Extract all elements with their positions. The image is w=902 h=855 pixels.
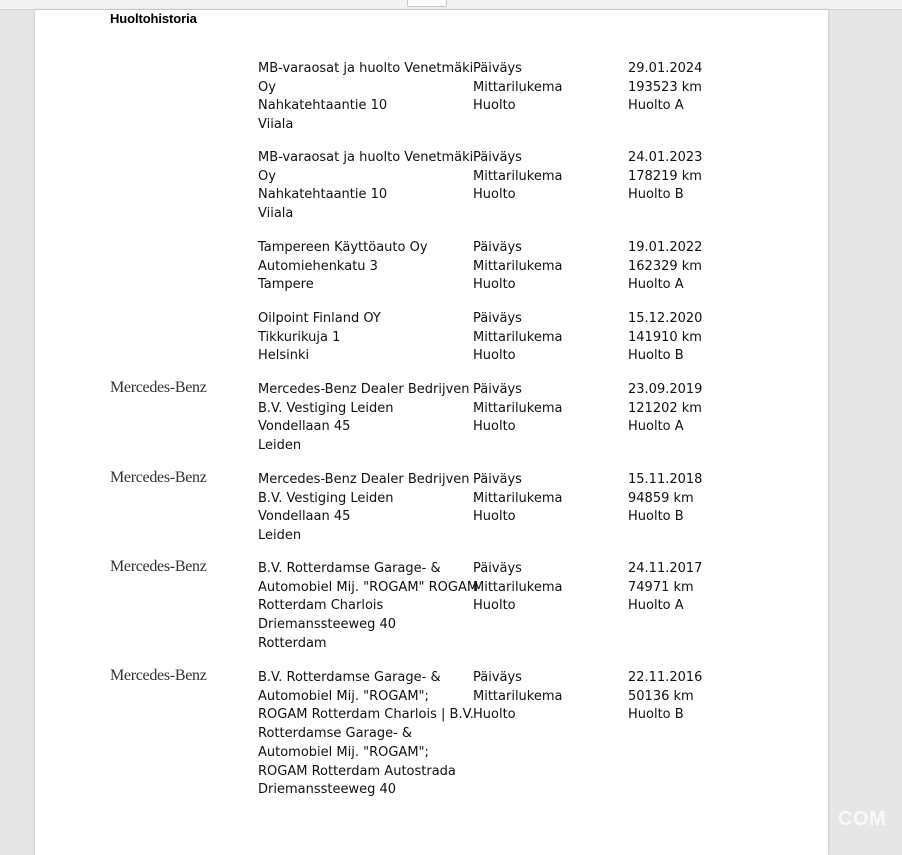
address-line: Viiala	[258, 117, 294, 133]
address-line: Tampere	[258, 277, 314, 293]
workshop-address	[258, 669, 474, 800]
service-type: Huolto A	[628, 419, 684, 435]
mileage-value: 94859 km	[628, 490, 694, 506]
address-line: Vondellaan 45	[258, 419, 351, 435]
address-line: Leiden	[258, 438, 302, 454]
service-label: Huolto	[473, 98, 516, 114]
field-labels	[473, 381, 563, 437]
service-label: Huolto	[473, 348, 516, 364]
workshop-address	[258, 381, 470, 456]
address-line: Nahkatehtaantie 10	[258, 187, 388, 203]
mileage-label: Mittarilukema	[473, 688, 563, 704]
address-line: Helsinki	[258, 348, 310, 364]
address-line: Leiden	[258, 528, 302, 544]
mileage-label: Mittarilukema	[473, 490, 563, 506]
address-line: Tikkurikuja 1	[258, 329, 341, 345]
address-line: Oilpoint Finland OY	[258, 311, 381, 326]
address-line: Viiala	[258, 206, 294, 222]
service-type: Huolto B	[628, 348, 684, 364]
address-line: Rotterdam	[258, 635, 327, 651]
mileage-value: 141910 km	[628, 329, 702, 345]
viewer-toolbar	[0, 0, 902, 10]
field-labels	[473, 60, 563, 116]
address-line: Driemanssteeweg 40	[258, 782, 397, 798]
address-line: Mercedes-Benz Dealer Bedrijven	[258, 382, 470, 397]
workshop-address	[258, 149, 474, 224]
date-label: Päiväys	[473, 150, 522, 165]
field-values	[628, 60, 702, 116]
service-date: 19.01.2022	[628, 240, 703, 255]
service-type: Huolto A	[628, 598, 684, 614]
brand-logo-text: Mercedes-Benz	[110, 558, 207, 575]
address-line: Oy	[258, 168, 276, 184]
date-label: Päiväys	[473, 240, 522, 255]
brand-logo-text: Mercedes-Benz	[110, 469, 207, 486]
address-line: Automobiel Mij. "ROGAM";	[258, 688, 429, 704]
field-values	[628, 381, 702, 437]
mileage-label: Mittarilukema	[473, 79, 563, 95]
mileage-value: 193523 km	[628, 79, 702, 95]
field-values	[628, 149, 702, 205]
mileage-label: Mittarilukema	[473, 329, 563, 345]
service-date: 22.11.2016	[628, 670, 703, 685]
field-labels	[473, 669, 563, 725]
address-line: Automobiel Mij. "ROGAM";	[258, 744, 429, 760]
section-title: Huoltohistoria	[110, 11, 197, 26]
address-line: ROGAM Rotterdam Autostrada	[258, 763, 456, 779]
service-type: Huolto B	[628, 509, 684, 525]
date-label: Päiväys	[473, 472, 522, 487]
address-line: Mercedes-Benz Dealer Bedrijven	[258, 472, 470, 487]
service-date: 15.12.2020	[628, 311, 703, 326]
field-labels	[473, 560, 563, 616]
service-date: 15.11.2018	[628, 472, 703, 487]
service-label: Huolto	[473, 707, 516, 723]
field-values	[628, 669, 702, 725]
address-line: MB-varaosat ja huolto Venetmäki	[258, 150, 474, 165]
address-line: B.V. Rotterdamse Garage- &	[258, 561, 441, 576]
address-line: Automiehenkatu 3	[258, 258, 378, 274]
field-labels	[473, 149, 563, 205]
mileage-label: Mittarilukema	[473, 579, 563, 595]
workshop-address	[258, 239, 470, 295]
field-values	[628, 560, 702, 616]
address-line: Automobiel Mij. "ROGAM" ROGAM	[258, 579, 479, 595]
mileage-value: 178219 km	[628, 168, 702, 184]
workshop-address	[258, 310, 470, 366]
mileage-label: Mittarilukema	[473, 258, 563, 274]
service-label: Huolto	[473, 598, 516, 614]
address-line: B.V. Vestiging Leiden	[258, 400, 394, 416]
date-label: Päiväys	[473, 311, 522, 326]
service-label: Huolto	[473, 277, 516, 293]
date-label: Päiväys	[473, 382, 522, 397]
watermark-text: COM	[838, 808, 887, 830]
date-label: Päiväys	[473, 670, 522, 685]
field-labels	[473, 239, 563, 295]
mileage-label: Mittarilukema	[473, 168, 563, 184]
mileage-value: 74971 km	[628, 579, 694, 595]
mileage-label: Mittarilukema	[473, 400, 563, 416]
service-type: Huolto B	[628, 187, 684, 203]
address-line: Rotterdam Charlois	[258, 598, 384, 614]
service-label: Huolto	[473, 187, 516, 203]
mileage-value: 50136 km	[628, 688, 694, 704]
service-date: 24.11.2017	[628, 561, 703, 576]
mileage-value: 162329 km	[628, 258, 702, 274]
field-labels	[473, 310, 563, 366]
address-line: B.V. Vestiging Leiden	[258, 490, 394, 506]
field-values	[628, 471, 702, 527]
address-line: Nahkatehtaantie 10	[258, 98, 388, 114]
address-line: Rotterdamse Garage- &	[258, 726, 413, 742]
address-line: Tampereen Käyttöauto Oy	[258, 240, 428, 255]
address-line: Driemanssteeweg 40	[258, 617, 397, 633]
service-type: Huolto A	[628, 98, 684, 114]
address-line: ROGAM Rotterdam Charlois | B.V.	[258, 707, 474, 723]
mileage-value: 121202 km	[628, 400, 702, 416]
workshop-address	[258, 60, 474, 135]
address-line: Oy	[258, 79, 276, 95]
date-label: Päiväys	[473, 61, 522, 76]
service-label: Huolto	[473, 419, 516, 435]
service-type: Huolto B	[628, 707, 684, 723]
workshop-address	[258, 560, 479, 654]
field-values	[628, 239, 702, 295]
address-line: B.V. Rotterdamse Garage- &	[258, 670, 441, 685]
address-line: Vondellaan 45	[258, 509, 351, 525]
workshop-address	[258, 471, 470, 546]
brand-logo-text: Mercedes-Benz	[110, 667, 207, 684]
service-date: 23.09.2019	[628, 382, 703, 397]
document-page	[35, 10, 828, 855]
service-label: Huolto	[473, 509, 516, 525]
address-line: MB-varaosat ja huolto Venetmäki	[258, 61, 474, 76]
service-type: Huolto A	[628, 277, 684, 293]
field-labels	[473, 471, 563, 527]
service-date: 29.01.2024	[628, 61, 703, 76]
date-label: Päiväys	[473, 561, 522, 576]
toolbar-tab[interactable]	[407, 0, 447, 7]
service-date: 24.01.2023	[628, 150, 703, 165]
field-values	[628, 310, 702, 366]
brand-logo-text: Mercedes-Benz	[110, 379, 207, 396]
